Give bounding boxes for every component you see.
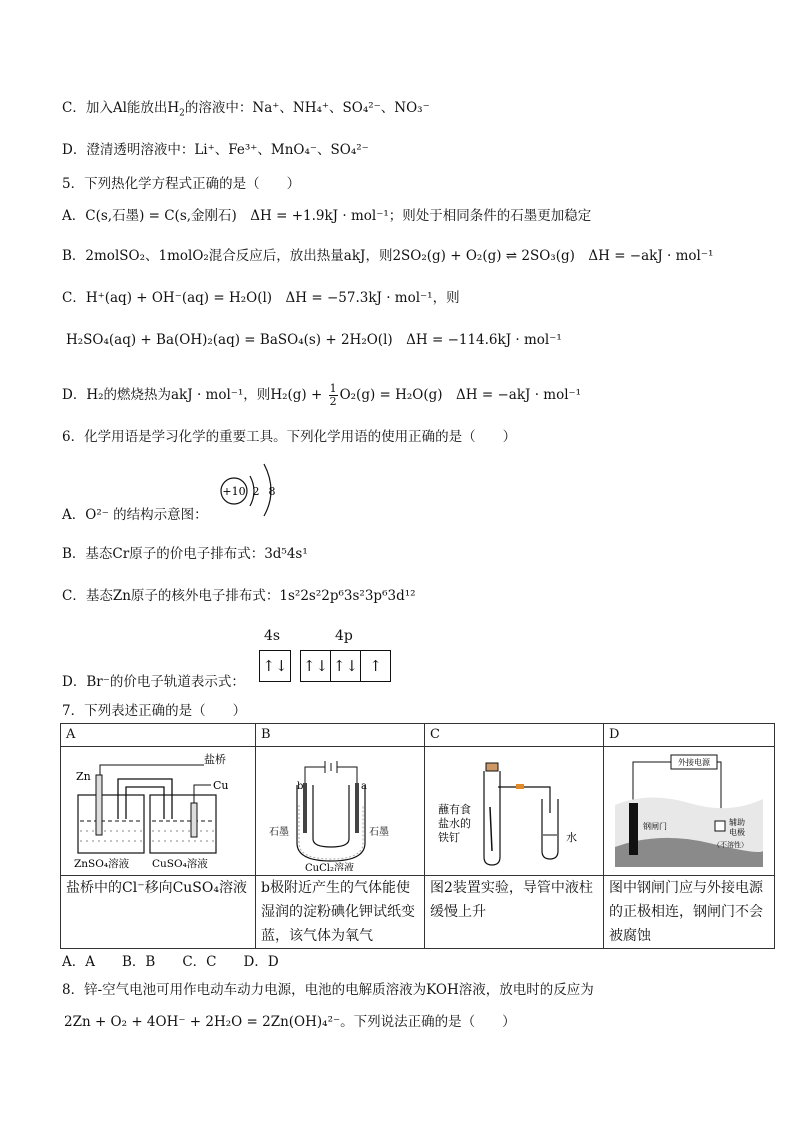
- aux-label-1: 辅助: [729, 818, 745, 827]
- graphite-left: [303, 783, 307, 833]
- q4-option-d: D．澄清透明溶液中：Li⁺、Fe³⁺、MnO₄⁻、SO₄²⁻: [62, 142, 369, 158]
- u-tube-outer: [297, 785, 365, 861]
- zn-solution-label: ZnSO₄溶液: [74, 858, 130, 870]
- iron-nail: [490, 807, 492, 851]
- q7-options: A．A B．B C．C D．D: [62, 954, 279, 970]
- q7-cell-b: b极附近产生的气体能使湿润的淀粉碘化钾试纸变蓝，该气体为氧气: [256, 876, 425, 949]
- salt-bridge-tube: [118, 779, 172, 819]
- q7-figure-c-cell: [425, 747, 604, 876]
- q6-option-b: B．基态Cr原子的价电子排布式：3d⁵4s¹: [62, 546, 308, 562]
- orbital-label-4s: 4s: [264, 628, 281, 644]
- q5-stem: 5．下列热化学方程式正确的是（ ）: [62, 176, 301, 192]
- fraction-one-half: $\frac{1}{2}$: [329, 382, 337, 408]
- salt-bridge-label: 盐桥: [204, 753, 226, 766]
- nail-label-line1: 蘸有食: [438, 803, 471, 816]
- electrolysis-figure: [261, 747, 419, 871]
- o2-structure-diagram: [214, 458, 284, 520]
- q6-stem: 6．化学用语是学习化学的重要工具。下列化学用语的使用正确的是（ ）: [62, 429, 517, 445]
- graphite-right: [355, 783, 359, 833]
- q7-header-row: [61, 724, 775, 747]
- nucleus-charge: +10: [222, 485, 246, 498]
- cu-solution-label: CuSO₄溶液: [152, 858, 208, 870]
- q5-option-a: A．C(s,石墨) = C(s,金刚石) ΔH = +1.9kJ · mol⁻¹；则处于相同条件的石墨更加稳定: [62, 208, 592, 224]
- q7-header-b: B: [256, 724, 425, 747]
- cucl2-label: CuCl₂溶液: [305, 863, 354, 871]
- cu-electrode: [191, 803, 197, 837]
- zn-electrode: [96, 775, 102, 835]
- battery-icon: [325, 761, 337, 773]
- q5-option-b: B．2molSO₂、1molO₂混合反应后，放出热量akJ，则2SO₂(g) + O₂(g) ⇌ 2SO₃(g) ΔH = −akJ · mol⁻¹: [62, 248, 714, 264]
- q7-figure-a-cell: [61, 747, 256, 876]
- q7-figure-b-cell: [256, 747, 425, 876]
- q7-header-c: C: [425, 724, 604, 747]
- q5-option-c: C．H⁺(aq) + OH⁻(aq) = H₂O(l) ΔH = −57.3kJ · mol⁻¹，则: [62, 290, 460, 306]
- graphite-right-label: 石墨: [369, 827, 389, 838]
- galvanic-cell-figure: [66, 747, 250, 871]
- orbital-boxes-4p: [300, 650, 391, 682]
- corrosion-figure: [430, 747, 598, 871]
- nail-label-line3: 铁钉: [438, 831, 460, 844]
- beaker-left: [78, 795, 144, 853]
- electrode-a-label: a: [361, 781, 367, 792]
- orbital-box-4p-3: ↑: [361, 650, 391, 682]
- liquid-plug: [516, 784, 524, 789]
- q5-option-c-eq2: H₂SO₄(aq) + Ba(OH)₂(aq) = BaSO₄(s) + 2H₂O(l) ΔH = −114.6kJ · mol⁻¹: [66, 332, 562, 348]
- gate-label: 钢闸门: [643, 822, 667, 831]
- shell-2-count: 8: [268, 485, 276, 498]
- q5-option-d: D．H₂的燃烧热为akJ · mol⁻¹，则H₂(g) + $\frac{1}{2}$ O₂(g) = H₂O(g) ΔH = −akJ · mol⁻¹: [62, 382, 582, 408]
- orbital-box-4s: ↑↓: [259, 650, 291, 682]
- stopper: [486, 763, 498, 771]
- wire-cu: [194, 785, 211, 803]
- q6-option-d: D．Br⁻的价电子轨道表示式：: [62, 674, 245, 690]
- q7-text-row: [61, 876, 775, 949]
- q7-table: [60, 723, 775, 949]
- orbital-label-4p: 4p: [335, 628, 353, 644]
- shell-1-count: 2: [252, 485, 260, 498]
- water-label: 水: [566, 831, 577, 844]
- q6-option-c: C．基态Zn原子的核外电子排布式：1s²2s²2p⁶3s²3p⁶3d¹²: [62, 588, 416, 604]
- aux-electrode: [715, 821, 725, 831]
- q6-option-a: A．O²⁻ 的结构示意图：: [62, 507, 208, 523]
- q7-cell-c: 图2装置实验，导管中液柱缓慢上升: [425, 876, 604, 949]
- q4-option-c: C．加入Al能放出$H_2$的溶液中：Na⁺、NH₄⁺、SO₄²⁻、NO₃⁻: [62, 100, 430, 119]
- q7-figure-d-cell: [604, 747, 775, 876]
- cu-label: Cu: [213, 779, 229, 792]
- u-tube-solution: [299, 805, 363, 859]
- orbital-box-4p-1: ↑↓: [300, 650, 331, 682]
- steel-gate: [629, 803, 638, 855]
- q8-equation: 2Zn + O₂ + 4OH⁻ + 2H₂O = 2Zn(OH)₄²⁻。下列说法正确的是（ ）: [64, 1014, 516, 1030]
- beaker-right: [150, 795, 216, 853]
- protection-figure: [609, 747, 769, 871]
- q7-stem: 7．下列表述正确的是（ ）: [62, 703, 247, 719]
- q7-header-d: D: [604, 724, 775, 747]
- orbital-box-4p-2: ↑↓: [331, 650, 361, 682]
- power-label: 外接电源: [678, 758, 710, 767]
- insoluble-label: （不溶性）: [713, 841, 748, 849]
- zn-label: Zn: [76, 770, 91, 783]
- electrode-b-label: b: [297, 781, 304, 792]
- u-tube-inner: [313, 785, 349, 847]
- q7-cell-d: 图中钢闸门应与外接电源的正极相连，钢闸门不会被腐蚀: [604, 876, 775, 949]
- q7-header-a: A: [61, 724, 256, 747]
- q8-stem: 8．锌-空气电池可用作电动车动力电源，电池的电解质溶液为KOH溶液，放电时的反应为: [62, 982, 594, 998]
- q7-cell-a: 盐桥中的Cl⁻移向CuSO₄溶液: [61, 876, 256, 949]
- q7-figure-row: [61, 747, 775, 876]
- aux-label-2: 电极: [729, 828, 745, 837]
- graphite-left-label: 石墨: [269, 827, 289, 838]
- wire-zn: [100, 765, 204, 775]
- nail-label-line2: 盐水的: [438, 817, 471, 830]
